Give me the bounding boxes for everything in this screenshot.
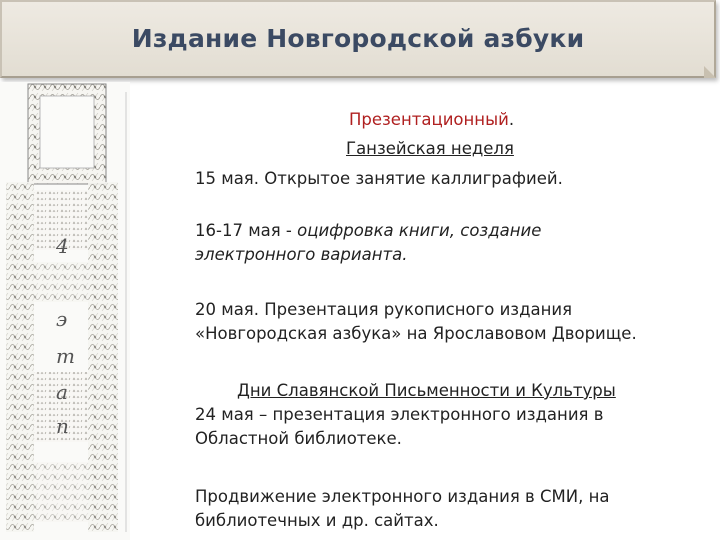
schedule-item bbox=[195, 219, 615, 267]
title-bar bbox=[0, 0, 716, 78]
slide-title: Издание Новгородской азбуки bbox=[131, 24, 585, 53]
stage-letter: п bbox=[56, 414, 69, 438]
stage-letter: э bbox=[56, 307, 68, 331]
stage-letter: 4 bbox=[56, 234, 69, 258]
hanseatic-week-heading: Ганзейская неделя bbox=[346, 139, 514, 158]
title-bar-fold bbox=[704, 66, 716, 78]
slavic-days-heading: Дни Славянской Письменности и Культуры bbox=[237, 381, 616, 400]
schedule-item-line: Областной библиотеке. bbox=[195, 429, 402, 448]
presentation-heading bbox=[349, 108, 514, 132]
schedule-item-date: 16-17 мая - bbox=[195, 221, 298, 240]
schedule-item-line: «Новгородская азбука» на Ярославовом Дворище. bbox=[195, 324, 637, 343]
promotion-line: Продвижение электронного издания в СМИ, на bbox=[195, 487, 610, 506]
promotion-line: библиотечных и др. сайтах. bbox=[195, 511, 439, 530]
stage-letter: а bbox=[56, 380, 68, 404]
stage-letter: т bbox=[56, 344, 75, 368]
schedule-item-description: оцифровка книги, создание электронного варианта. bbox=[195, 221, 542, 264]
schedule-item-line: 20 мая. Презентация рукописного издания bbox=[195, 300, 573, 319]
presentation-label: Презентационный bbox=[349, 110, 509, 129]
schedule-item: 15 мая. Открытое занятие каллиграфией. bbox=[195, 169, 563, 188]
presentation-dot: . bbox=[508, 110, 515, 129]
schedule-item-line: 24 мая – презентация электронного издания в bbox=[195, 405, 604, 424]
